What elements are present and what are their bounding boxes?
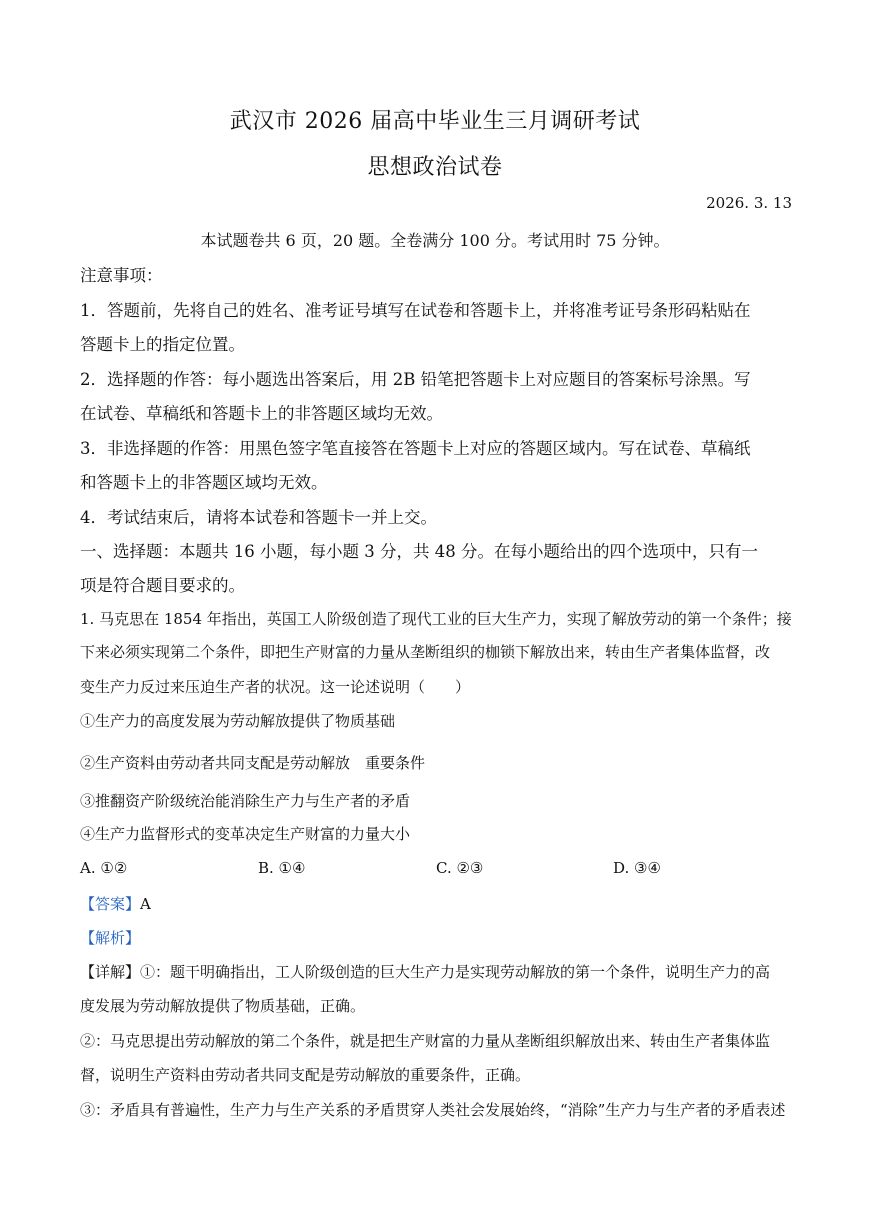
statement: ②生产资料由劳动者共同支配是劳动解放 重要条件 bbox=[80, 754, 426, 772]
notice-line: 1．答题前，先将自己的姓名、准考证号填写在试卷和答题卡上，并将准考证号条形码粘贴在 bbox=[80, 301, 751, 320]
detail-tag: 【详解】 bbox=[80, 963, 141, 981]
exam-subtitle: 思想政治试卷 bbox=[367, 155, 503, 180]
option-a: A. ①② bbox=[80, 859, 128, 877]
detail-line: ③：矛盾具有普遍性，生产力与生产关系的矛盾贯穿人类社会发展始终，“消除”生产力与生产者的矛盾表述 bbox=[80, 1101, 786, 1119]
exam-date: 2026. 3. 13 bbox=[706, 194, 792, 212]
exam-title: 武汉市 2026 届高中毕业生三月调研考试 bbox=[229, 109, 641, 134]
exam-info: 本试题卷共 6 页，20 题。全卷满分 100 分。考试用时 75 分钟。 bbox=[200, 231, 670, 250]
statement: ④生产力监督形式的变革决定生产财富的力量大小 bbox=[80, 825, 411, 843]
detail-line: 度发展为劳动解放提供了物质基础，正确。 bbox=[80, 997, 366, 1015]
notice-line: 3．非选择题的作答：用黑色签字笔直接答在答题卡上对应的答题区域内。写在试卷、草稿纸 bbox=[80, 439, 751, 458]
answer-value: A bbox=[140, 895, 151, 913]
analysis-tag: 【解析】 bbox=[80, 929, 141, 947]
notice-line: 2．选择题的作答：每小题选出答案后，用 2B 铅笔把答题卡上对应题目的答案标号涂黑。写 bbox=[80, 370, 751, 389]
question-stem: 变生产力反过来压迫生产者的状况。这一论述说明（ ） bbox=[80, 678, 471, 696]
question-stem: 1. 马克思在 1854 年指出，英国工人阶级创造了现代工业的巨大生产力，实现了解放劳动的第一个条件；接 bbox=[80, 610, 792, 628]
statement: ③推翻资产阶级统治能消除生产力与生产者的矛盾 bbox=[80, 792, 411, 810]
analysis-line bbox=[80, 927, 795, 948]
detail-line: ②：马克思提出劳动解放的第二个条件，就是把生产财富的力量从垄断组织解放出来、转由生产者集体监 bbox=[80, 1032, 771, 1050]
detail-line: 督，说明生产资料由劳动者共同支配是劳动解放的重要条件，正确。 bbox=[80, 1066, 531, 1084]
notice-line: 在试卷、草稿纸和答题卡上的非答题区域均无效。 bbox=[80, 404, 443, 423]
option-b: B. ①④ bbox=[258, 859, 306, 877]
notice-line: 和答题卡上的非答题区域均无效。 bbox=[80, 473, 328, 492]
option-d: D. ③④ bbox=[613, 859, 661, 877]
answer-line bbox=[80, 893, 795, 914]
detail-text: ①：题干明确指出，工人阶级创造的巨大生产力是实现劳动解放的第一个条件，说明生产力的高 bbox=[140, 963, 771, 981]
detail-line bbox=[80, 961, 795, 982]
statement: ①生产力的高度发展为劳动解放提供了物质基础 bbox=[80, 712, 396, 730]
question-stem: 下来必须实现第二个条件，即把生产财富的力量从垄断组织的枷锁下解放出来，转由生产者集体监督，改 bbox=[80, 643, 771, 661]
notice-line: 4．考试结束后，请将本试卷和答题卡一并上交。 bbox=[80, 508, 437, 527]
option-c: C. ②③ bbox=[436, 859, 484, 877]
section-heading: 项是符合题目要求的。 bbox=[80, 576, 245, 595]
notice-heading: 注意事项： bbox=[80, 266, 163, 285]
section-heading: 一、选择题：本题共 16 小题，每小题 3 分，共 48 分。在每小题给出的四个选项中，只有一 bbox=[80, 542, 758, 561]
answer-tag: 【答案】 bbox=[80, 895, 141, 913]
notice-line: 答题卡上的指定位置。 bbox=[80, 335, 245, 354]
